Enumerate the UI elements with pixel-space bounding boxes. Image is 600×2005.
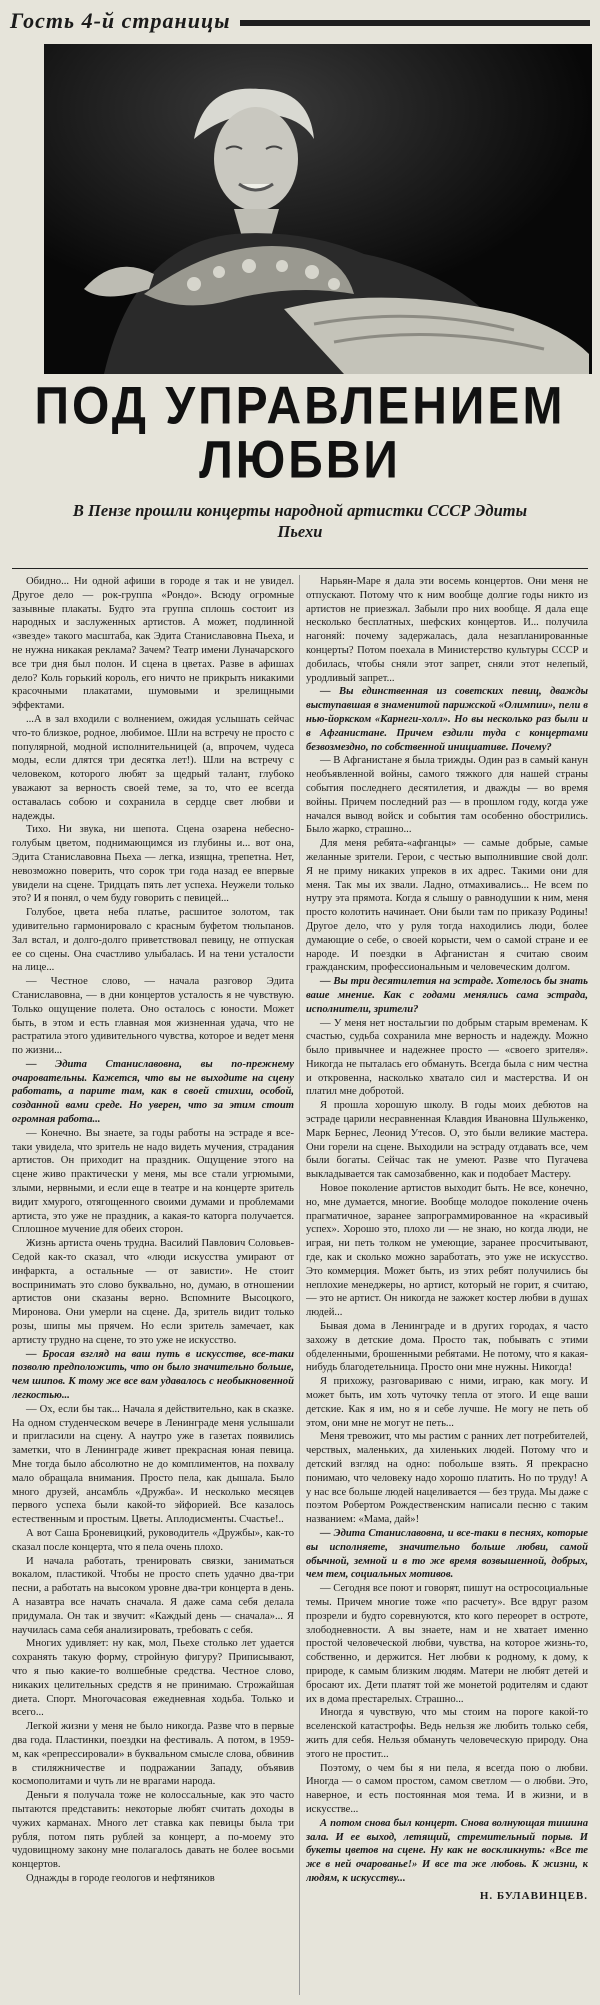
paragraph: Однажды в городе геологов и нефтяников <box>26 1872 215 1884</box>
divider <box>12 568 588 569</box>
lede: В Пензе прошли концерты народной артистки СССР Эдиты Пьехи <box>72 501 528 541</box>
question-paragraph: — Бросая взгляд на ваш путь в искусстве, все-таки позволю предположить, что он было значительно больше, чем шипов. К тому же все вам удавалось с необыкновенной легкостью... <box>12 1348 294 1402</box>
paragraph: — В Афганистане я была трижды. Один раз в самый канун необъявленной войны, самого тяжкого для нашей страны события последнего десятилетия, и дважды — во время войны. Причем последний раз — в прошлом году, когда уже начался вывод войск и события там особенно обострились. Было жарко, страшно... <box>306 755 588 836</box>
paragraph: Обидно... Ни одной афиши в городе я так и не увидел. Другое дело — рок-группа «Рондо». Всюду огромные зазывные плакаты. Будто эта группа сплошь состоит из народных и заслуженных артистов. А может, подлинной «звезде» такого масштаба, как Эдита Станиславовна Пьеха, и не нужна никакая реклама? Зачем? Театр имени Луначарского все три дня был полон. И сцена в цветах. Разве в афишах дело? Коль горький король, его ничто не прикрыть никакими красочными плакатами, шумовыми и зрелищными эффектами. <box>12 576 294 712</box>
paragraph: Меня тревожит, что мы растим с ранних лет потребителей, черствых, маленьких, да хиленьких людей. Потому что и детский взгляд на одно: побольше взять. Я прекрасно понимаю, что человеку надо хорошо платить. Но по труду! А у нас все больше людей нацеливается — без труда. Мы даже с поэтом Робертом Рождественским написали песню с таким названием: «Мама, дай»! <box>306 1431 588 1526</box>
column-divider <box>299 575 300 1995</box>
question-paragraph: — Эдита Станиславовна, вы по-прежнему очаровательны. Кажется, что вы не выходите на сцену работать, а парите там, как в своей стихии, особой, созданной вами среде. Но уверен, что за этим стоит огромная работа... <box>12 1058 294 1126</box>
headline-line-2: ЛЮБВИ <box>199 431 401 490</box>
paragraph: — Честное слово, — начала разговор Эдита Станиславовна, — в дни концертов усталость я не чувствую. Только ощущение полета. Оно осталось с юности. Может быть, в этом и есть главная моя жизненная удача, что не растратила этого удивительного чувства, которое и ведет меня по жизни... <box>12 976 294 1057</box>
section-rubric <box>10 4 590 38</box>
question-paragraph: — Вы единственная из советских певиц, дважды выступавшая в знаменитой парижской «Олимпии», пели в нью-йоркском «Карнеги-холл». Но вы несколько раз были и в Афганистане. Причем ездили туда с концертами безвозмездно, по собственной инициативе. Почему? <box>306 686 588 753</box>
author-signature: Н. БУЛАВИНЦЕВ. <box>479 1889 588 1902</box>
paragraph: Иногда я чувствую, что мы стоим на пороге какой-то вселенской катастрофы. Ведь нельзя же любить только себя, жить для себя. Нельзя обмануть человеческую природу. Она этого не простит... <box>306 1707 588 1760</box>
rubric-bar <box>240 20 590 26</box>
question-paragraph: А потом снова был концерт. Снова волнующая тишина зала. И ее выход, летящий, стремительный порыв. И букеты цветов на сцене. Ну как не воскликнуть: «Все те же в ней очарованье!» И все та же любовь. К жизни, к людям, к искусству... <box>306 1817 588 1884</box>
paragraph: А вот Саша Броневицкий, руководитель «Дружбы», как-то сказал после концерта, что я пела очень плохо. <box>12 1527 294 1553</box>
paragraph: Я прошла хорошую школу. В годы моих дебютов на эстраде царили несравненная Клавдия Ивановна Шульженко, Марк Бернес, Леонид Утесов. О, это были великие мастера. Они горели на сцене. Выходили на эстраду отдавать все, чем были богаты. Сейчас так не умеют. Разве что Пугачева выкладывается так самозабвенно, как и подобает Мастеру. <box>306 1100 588 1181</box>
paragraph: Для меня ребята-«афганцы» — самые добрые, самые желанные зрители. Герои, с честью выполнившие свой долг. Я не приму никаких упреков в их адрес. Такими они для меня. Так мы их звали. Ладно, отмахивались... Не всем по нутру эта прямота. Когда я слышу о равнодушии к ним, меня просто колотить начинает. Они были там по приказу Родины! Другое дело, что у руля тогда находились люди, более думающие о себе, о своей корысти, чем о самой стране и ее народе. И поездки в Афганистан я считаю своим гражданским, профессиональным и человеческим долгом. <box>306 838 588 974</box>
article-column-left <box>12 575 294 1995</box>
question-paragraph: — Эдита Станиславовна, и все-таки в песнях, которые вы исполняете, значительно больше любви, самой обычной, земной и в то же время возвышенной, добрых, чем тем, социальных мотивов. <box>306 1527 588 1581</box>
paragraph: — Конечно. Вы знаете, за годы работы на эстраде я все-таки увидела, что зритель не надо видеть мучения, страдания артистов. Он приходит на праздник. Ощущение этого на сцене живо практически у меня, мы все стали угрюмыми, злыми, нервными, и если еще в театре и на концерте зритель видит хмурого, отягощенного своими думами и проблемами артиста, это уже не праздник, а какая-то каторга получается. Сплошное мучение для обеих сторон. <box>12 1127 294 1236</box>
paragraph: — У меня нет ностальгии по добрым старым временам. К счастью, судьба сохранила мне верность и надежду. Можно было привычнее и надежнее просто — «своего зрителя». Никогда не пыталась его обмануть. Всегда была с ним честна и откровенна, насколько хватало сил и мастерства. И он платил мне добротой. <box>306 1017 588 1098</box>
paragraph: Нарьян-Маре я дала эти восемь концертов. Они меня не отпускают. Потому что к ним вообще долгие годы никто из артистов не приезжал. Забыли про них вообще. Я дала еще несколько бесплатных, шефских концертов. И... получила нагоняй: почему задержалась, дала незапланированные концерты? Потом поехала в Министерство культуры СССР и добилась, чтобы сняли этот запрет, сняли этот нелепый, уродливый запрет... <box>306 576 588 684</box>
paragraph: Бывая дома в Ленинграде и в других городах, я часто захожу в детские дома. Просто так, побывать с этими обделенными, брошенными ребятами. Не потому, что я какая-нибудь благодетельница. Просто они мне нужны. Никогда! <box>306 1321 588 1374</box>
paragraph: Деньги я получала тоже не колоссальные, как это часто пытаются представить: некоторые любят считать доходы в чужих карманах. Много лет ставка как певицы была три рубля, потом пять рублей за концерт, а по-моему это чудовищному закону мне полагалось давать не более восьми концертов. <box>12 1790 294 1871</box>
paragraph: Жизнь артиста очень трудна. Василий Павлович Соловьев-Седой как-то сказал, что «люди искусства умирают от инфаркта, а остальные — от зависти». Не стоит воспринимать это слово буквально, но, думаю, в отношении артистов они сказаны верно. Вспомните Высоцкого, Миронова. Они умерли на сцене. Да, зритель видит только розы, шипы мы прячем. Но если зритель замечает, как артисту трудно на сцене, то это уже не искусство. <box>12 1238 294 1346</box>
rubric-text: Гость 4-й страницы <box>10 8 231 33</box>
paragraph: Поэтому, о чем бы я ни пела, я всегда пою о любви. Иногда — о самом простом, самом светлом — о любви. Это, наверное, и есть постоянная моя тема. И в жизни, и в искусстве... <box>306 1762 588 1815</box>
singer-photo-icon <box>44 44 592 374</box>
paragraph: Тихо. Ни звука, ни шепота. Сцена озарена небесно-голубым цветом, поднимающимся из глубины и... вот она, Эдита Станиславовна Пьеха — легка, изящна, трепетна. Нет, невозможно поверить, что сорок три года назад ее впервые увидели на сцене. Тридцать пять лет успеха. Неужели только это? И я понял, о чем буду говорить с певицей... <box>12 824 294 905</box>
headline <box>0 377 600 490</box>
paragraph: Голубое, цвета неба платье, расшитое золотом, так удивительно гармонировало с красным буфетом тюльпанов. Зал встал, и долго-долго приветствовал певицу, не отпуская ее со сцены. Она счастливо улыбалась. И на тени усталости на лице... <box>12 907 294 974</box>
paragraph: Новое поколение артистов выходит быть. Не все, конечно, но, мне думается, многие. Вообще молодое поколение очень прагматичное, заранее запрограммированное на «красивый успех». Хорошо это, плохо ли — не знаю, но когда люди, не играя, ни петь толком не умеющие, заранее просчитывают, где, как и сколько можно заработать, это уже не искусство. Это коммерция. Может быть, из этих ребят получились бы неплохие менеджеры, но артист, который не горит, я считаю, — это не артист. Он никогда не зажжет костер любви в душах людей... <box>306 1183 588 1319</box>
paragraph: Я прихожу, разговариваю с ними, играю, как могу. И может быть, им хоть чуточку тепла от этого. И еще ваши детские. Как я им, но я и себе лучше. Не могу не петь об этом, они мне не могут не петь... <box>306 1376 588 1429</box>
paragraph: Многих удивляет: ну как, мол, Пьехе столько лет удается сохранять такую форму, стройную фигуру? Приписывают, что я пью какие-то волшебные средства. Честное слово, никаких целительных средств я не принимаю. Строжайшая диета. Спорт. Многочасовая ежедневная ходьба. Только и всего... <box>12 1638 294 1719</box>
paragraph: ...А в зал входили с волнением, ожидая услышать сейчас что-то близкое, родное, любимое. Шли на встречу не просто с популярной, модной исполнительницей (а, впрочем, чудеса моды, если длятся три десятка лет!). Шли на встречу с человеком, которого любят за щедрый талант, глубоко уважают за верность своей теме, за то, что ее всегда оставалась собою и сохранила в сердце свет любви и надежды. <box>12 713 294 822</box>
paragraph: Легкой жизни у меня не было никогда. Разве что в первые два года. Пластинки, поездки на фестиваль. А потом, в 1959-м, как «репрессировали» в буквальном смысле слова, обвинив в стиляжничестве и подражании Западу, объявив космополитами и чуть ли не врагами народа. <box>12 1721 294 1788</box>
paragraph: — Ох, если бы так... Начала я действительно, как в сказке. На одном студенческом вечере в Ленинграде меня услышали и пригласили на сцену. А наутро уже в газетах появились заметки, что в Ленинграде живет прекрасная юная певица. Мне тогда было абсолютно не до комплиментов, на похвалу мало обращала внимания. Просто пела, как дышала. Было много друзей, ансамбль «Дружба». И несколько месяцев первого успеха были какой-то эйфорией. Все казалось естественным и простым. Цветы. Аплодисменты. Счастье!.. <box>12 1403 294 1526</box>
question-paragraph: — Вы три десятилетия на эстраде. Хотелось бы знать ваше мнение. Как с годами менялись сама эстрада, исполнители, зрители? <box>306 976 588 1015</box>
paragraph: — Сегодня все поют и говорят, пишут на остросоциальные темы. Причем многие тоже «по расчету». Все вдруг разом прозрели и будто соревнуются, кто кого переорет в остроте, злободневности. А вы знаете, нам и не хватает именно простой человеческой любви, чувства, на которое жизнь-то, собственно, и держится. Нет любви к родному, к дому, к природе, к самым близким людям. Матери не любят детей и бросают их. Дети платят той же монетой родителям и сдают их в дома престарелых. Страшно... <box>306 1583 588 1705</box>
article-column-right <box>306 575 588 1995</box>
singer-photo <box>44 44 592 374</box>
paragraph: И начала работать, тренировать связки, заниматься вокалом, пластикой. Чтобы не просто спеть удачно два-три песни, а работать на высоком уровне два-три концерта в день. А назавтра все начать сначала. Я даже сама себя делала придумала. Он так и звучит: «Каждый день — сначала»... Я научилась сама себя анализировать, требовать с себя. <box>12 1555 294 1636</box>
headline-line-1: ПОД УПРАВЛЕНИЕМ <box>34 377 566 436</box>
